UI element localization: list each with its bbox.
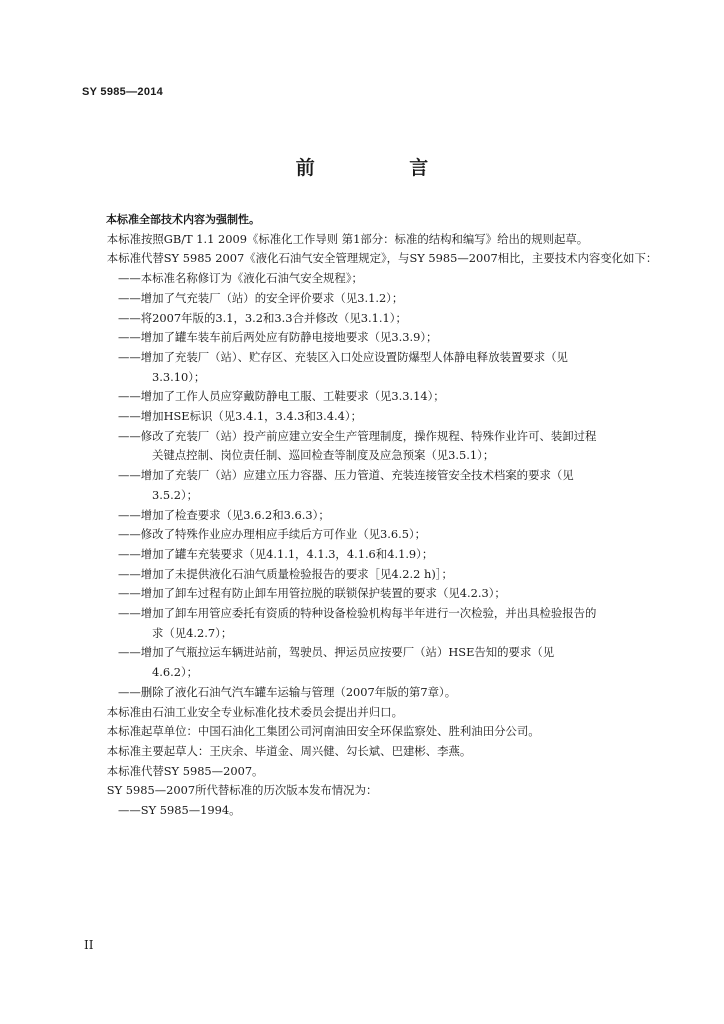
drafters-paragraph: 本标准主要起草人：王庆余、毕道金、周兴健、勾长斌、巴建彬、李燕。 [106, 743, 472, 758]
standard-code: SY 5985—2014 [82, 86, 164, 98]
history-intro-paragraph: SY 5985—2007所代替标准的历次版本发布情况为： [106, 783, 378, 798]
list-item: ——本标准名称修订为《液化石油气安全规程》； [118, 271, 363, 286]
page-title: 前 言 [295, 157, 473, 179]
changes-list [84, 269, 658, 702]
list-item: ——将2007年版的3.1，3.2和3.3合并修改（见3.1.1）； [118, 310, 407, 325]
list-item: ——增加了气瓶拉运车辆进站前，驾驶员、押运员应按要厂（站）HSE告知的要求（见 4.6.2）； [118, 645, 555, 680]
list-item: ——增加了卸车过程有防止卸车用管拉脱的联锁保护装置的要求（见4.2.3）； [118, 586, 506, 601]
drafting-rules-paragraph: 本标准按照GB/T 1.1 2009《标准化工作导则 第1部分：标准的结构和编写》给出的规则起草。 [106, 231, 589, 246]
drafting-units-paragraph: 本标准起草单位：中国石油化工集团公司河南油田安全环保监察处、胜利油田分公司。 [106, 724, 540, 739]
proposer-paragraph: 本标准由石油工业安全专业标准化技术委员会提出并归口。 [106, 704, 403, 719]
foreword-body [84, 210, 658, 821]
list-item: ——修改了充装厂（站）投产前应建立安全生产管理制度，操作规程、特殊作业许可、装卸过程 关键点控制、岗位责任制、巡回检查等制度及应急预案（见3.5.1）； [118, 428, 597, 463]
list-item: ——增加了充装厂（站）、贮存区、充装区入口处应设置防爆型人体静电释放装置要求（见 3.3.10）； [118, 349, 568, 384]
replacement-paragraph: 本标准代替SY 5985 2007《液化石油气安全管理规定》，与SY 5985—2007相比，主要技术内容变化如下： [106, 251, 658, 266]
list-item: ——增加HSE标识（见3.4.1，3.4.3和3.4.4）； [118, 409, 362, 424]
list-item: ——增加了卸车用管应委托有资质的特种设备检验机构每半年进行一次检验，并出具检验报告的 求（见4.2.7）； [118, 606, 597, 640]
list-item: ——增加了充装厂（站）应建立压力容器、压力管道、充装连接管安全技术档案的要求（见 3.5.2）； [118, 468, 574, 502]
list-item: ——增加了检查要求（见3.6.2和3.6.3）； [118, 507, 330, 522]
list-item: ——删除了液化石油气汽车罐车运输与管理（2007年版的第7章）。 [118, 684, 457, 699]
list-item: ——修改了特殊作业应办理相应手续后方可作业（见3.6.5）； [118, 527, 427, 542]
list-item: ——增加了工作人员应穿戴防静电工服、工鞋要求（见3.3.14）； [118, 389, 445, 404]
list-item: ——增加了罐车装车前后两处应有防静电接地要求（见3.3.9）； [118, 330, 438, 345]
list-item: ——增加了气充装厂（站）的安全评价要求（见3.1.2）； [118, 290, 404, 305]
supersedes-paragraph: 本标准代替SY 5985—2007。 [106, 763, 264, 778]
page-number: II [84, 938, 94, 952]
history-item: ——SY 5985—1994。 [118, 803, 241, 818]
mandatory-statement: 本标准全部技术内容为强制性。 [106, 213, 260, 226]
list-item: ——增加了罐车充装要求（见4.1.1，4.1.3，4.1.6和4.1.9）； [118, 546, 434, 561]
list-item: ——增加了未提供液化石油气质量检验报告的要求［见4.2.2 h)］； [118, 566, 453, 581]
